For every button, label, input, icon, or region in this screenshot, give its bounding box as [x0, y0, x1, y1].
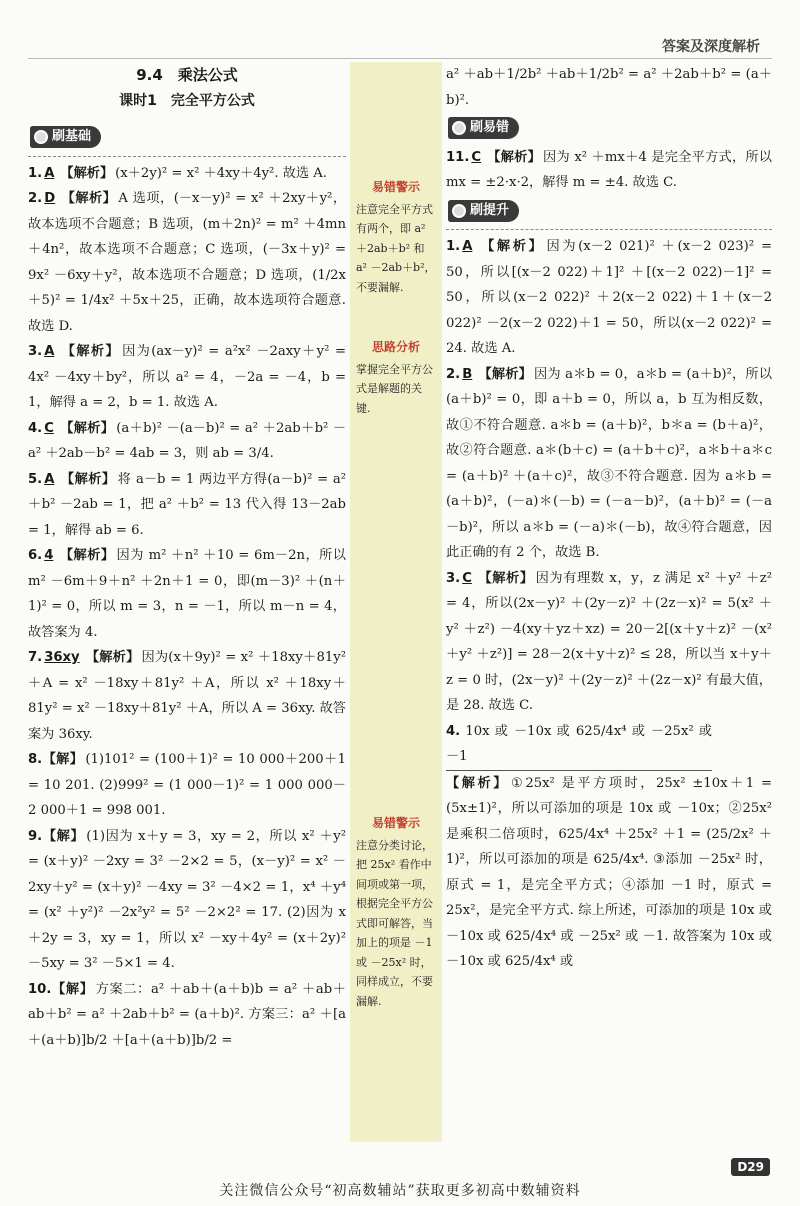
answer-choice: A [44, 344, 55, 359]
badge-basic [30, 126, 101, 148]
answer-number: 4. [28, 420, 43, 436]
answer-tag: 【解析】 [85, 650, 140, 665]
answer-number: 1. [446, 239, 461, 254]
badge-improve-label: 刷提升 [470, 202, 510, 218]
answer-tag: 【解析】 [59, 548, 115, 563]
answer-item [446, 771, 772, 975]
left-column [28, 62, 346, 1152]
badge-basic-label: 刷基础 [52, 129, 92, 144]
answer-number: 7. [28, 650, 43, 665]
answer-choice: D [44, 191, 56, 206]
answer-choice: A [44, 471, 55, 487]
answer-tag: 【解】 [42, 752, 84, 767]
answer-tag: 【解析】 [59, 420, 115, 436]
answer-choice: 36xy [44, 650, 80, 665]
right-column [446, 62, 772, 1152]
answer-item [28, 339, 346, 416]
answer-number: 3. [28, 344, 43, 359]
answer-text: 因为 m² ＋n² ＋10 = 6m－2n，所以 m² －6m＋9＋n² ＋2n＋1 = 0，即(m－3)² ＋(n＋1)² = 0，所以 m = 3，n = －1，所以 m－n = 4，故答案为 4. [28, 548, 346, 640]
answer-tag: 【解析】 [446, 775, 509, 791]
answer-text: 将 a－b = 1 两边平方得(a－b)² = a² ＋b² －2ab = 1，把 a² ＋b² = 13 代入得 13－2ab = 1，解得 ab = 6. [28, 471, 346, 538]
badge-improve [448, 200, 519, 222]
page-number: D29 [731, 1158, 770, 1176]
answer-tag: 【解析】 [61, 191, 117, 206]
divider [446, 229, 772, 230]
brush-icon [452, 121, 466, 135]
answer-text: 因为 a＊b = 0，a＊b = (a＋b)²，所以(a＋b)² = 0，即 a＋b = 0，所以 a，b 互为相反数，故①不符合题意. a＊b = (a＋b)²，b＊a = (b＋a)²，故②符合题意. a＊(b＋c) = (a＋b＋c)²，a＊b＋a＊c = (a＋b)² ＋(a＋c)²，故③不符合题意. 因为 a＊b = (a＋b)²，(－a)＊(－b) = (－a－b)²，(a＋b)² = (－a－b)²，所以 a＊b = (－a)＊(－b)，故④符合题意，因此正确的有 2 个，故选 B. [446, 366, 772, 560]
answer-text: 方案二：a² ＋ab＋(a＋b)b = a² ＋ab＋ab＋b² = a² ＋2ab＋b² = (a＋b)². 方案三：a² ＋[a＋(a＋b)]b/2 ＋[a＋(a＋b)]b/2 = [28, 981, 346, 1048]
answer-item [28, 747, 346, 824]
answer-tag: 【解析】 [478, 239, 545, 254]
answer-choice: A [462, 239, 473, 254]
divider [28, 156, 346, 157]
answer-number: 5. [28, 471, 43, 487]
answer-choice: C [462, 570, 472, 586]
brush-icon [452, 204, 466, 218]
answer-number: 6. [28, 548, 43, 563]
answer-text: 因为 x² ＋mx＋4 是完全平方式，所以 mx = ±2·x·2，解得 m = ±4. 故选 C. [446, 149, 772, 190]
answer-text: 因为(ax－y)² = a²x² －2axy＋y² = 4x² －4xy＋by²，所以 a² = 4，－2a = －4，b = 1，解得 a = 2，b = 1. 故选 A. [28, 344, 346, 410]
answer-tag: 【解析】 [60, 344, 121, 359]
answer-item [28, 161, 346, 187]
answer-item [28, 467, 346, 544]
answer-text: (1)101² = (100＋1)² = 10 000＋200＋1 = 10 201. (2)999² = (1 000－1)² = 1 000 000－2 000＋1 = 998 001. [28, 752, 346, 818]
answer-item [28, 543, 346, 645]
answer-tag: 【解】 [51, 981, 94, 997]
answer-text: 10x 或 －10x 或 625/4x⁴ 或 －25x² 或 －1 [446, 723, 712, 764]
answer-number: 11. [446, 149, 470, 165]
note-mistake-2 [350, 810, 442, 1011]
answer-tag: 【解析】 [478, 366, 532, 382]
header-tab: 答案及深度解析 [662, 39, 760, 55]
answer-number: 9. [28, 828, 43, 844]
answer-number: 10. [28, 981, 52, 997]
note-heading: 思路分析 [371, 340, 420, 354]
answer-item [446, 234, 772, 362]
header-rule [28, 58, 772, 59]
answer-choice: C [44, 420, 54, 436]
answer-item [28, 645, 346, 747]
continuation-text: a² ＋ab＋1/2b² ＋ab＋1/2b² = a² ＋2ab＋b² = (a＋b)². [446, 67, 772, 108]
answer-item [446, 566, 772, 719]
answer-number: 3. [446, 570, 461, 586]
note-mistake-1 [350, 174, 442, 297]
answer-choice: C [471, 149, 482, 165]
note-body: 注意完全平方式有两个，即 a² ＋2ab＋b² 和 a² －2ab＋b²，不要漏解. [356, 202, 436, 294]
badge-mistake [448, 117, 519, 139]
note-body: 掌握完全平方公式是解题的关键. [356, 362, 433, 415]
answer-number: 4. [446, 723, 461, 739]
answer-text: 因为有理数 x，y，z 满足 x² ＋y² ＋z² = 4，所以(2x－y)² ＋(2y－z)² ＋(2z－x)² = 5(x² ＋y² ＋z²) －4(xy＋yz＋xz) = 20－2[(x＋y＋z)² －(x² ＋y² ＋z²)] = 28－2(x＋y＋z)² ≤ 28，所以当 x＋y＋z = 0 时，(2x－y)² ＋(2y－z)² ＋(2z－x)² 有最大值，是 28. 故选 C. [446, 570, 772, 713]
answer-text: (1)因为 x＋y = 3，xy = 2，所以 x² ＋y² = (x＋y)² －2xy = 3² －2×2 = 5，(x－y)² = x² －2xy＋y² = (x＋y)² －4xy = 3² －4×2 = 1，x⁴ ＋y⁴ = (x² ＋y²)² －2x²y² = 5² －2×2² = 17. (2)因为 x＋2y = 3，xy = 1，所以 x² －xy＋4y² = (x＋2y)² －5xy = 3² －5×1 = 4. [28, 828, 346, 971]
answer-choice: A [44, 165, 55, 181]
answer-text: (x＋2y)² = x² ＋4xy＋4y². 故选 A. [115, 165, 327, 181]
lesson-title: 课时1 完全平方公式 [119, 93, 255, 109]
answer-choice: B [462, 366, 473, 382]
answer-choice: 4 [44, 548, 54, 563]
note-heading: 易错警示 [371, 180, 420, 194]
answer-item [28, 186, 346, 339]
answer-text: 因为(x－2 021)² ＋(x－2 023)² = 50，所以[(x－2 022)＋1]² ＋[(x－2 022)－1]² = 50，所以(x－2 022)² ＋2(x－2 022)＋1＋(x－2 022)² －2(x－2 022)＋1 = 50，所以(x－2 022)² = 24. 故选 A. [446, 239, 772, 356]
answer-item [28, 977, 346, 1054]
answer-text: A 选项，(－x－y)² = x² ＋2xy＋y²，故本选项不合题意；B 选项，(m＋2n)² = m² ＋4mn ＋4n²，故本选项不合题意；C 选项，(－3x＋y)² = 9x² －6xy＋y²，故本选项不合题意；D 选项，(1/2x＋5)² = 1/4x² ＋5x＋25，正确，故本选项符合题意. 故选 D. [28, 191, 346, 334]
page-header [0, 0, 800, 58]
answer-item [446, 362, 772, 566]
answer-text: 因为(x＋9y)² = x² ＋18xy＋81y² ＋A = x² －18xy＋81y² ＋A，所以 x² ＋18xy＋81y² = x² －18xy＋81y² ＋A，所以 A = 36xy. 故答案为 36xy. [28, 650, 346, 742]
note-body: 注意分类讨论，把 25x² 看作中间项或第一项，根据完全平方公式即可解答，当加上的项是 －1 或 －25x² 时，同样成立，不要漏解. [356, 838, 433, 1008]
badge-mistake-label: 刷易错 [470, 120, 510, 135]
section-title: 9.4 乘法公式 [136, 66, 238, 84]
answer-text: (a＋b)² －(a－b)² = a² ＋2ab＋b² －a² ＋2ab－b² = 4ab = 3，则 ab = 3/4. [28, 420, 346, 461]
answer-tag: 【解析】 [487, 149, 542, 165]
brush-icon [34, 130, 48, 144]
answer-number: 2. [28, 191, 43, 206]
answer-item [28, 824, 346, 977]
footer-text: 关注微信公众号“初高数辅站”获取更多初高中数辅资料 [219, 1183, 581, 1199]
answer-number: 1. [28, 165, 43, 181]
answer-tag: 【解析】 [477, 570, 534, 586]
answer-item [446, 719, 712, 771]
answer-item [28, 416, 346, 467]
answer-tag: 【解析】 [60, 471, 116, 487]
answer-text: ①25x² 是平方项时，25x² ±10x＋1 = (5x±1)²，所以可添加的项是 10x 或 －10x；②25x² 是乘积二倍项时，625/4x⁴ ＋25x² ＋1 = (25/2x² ＋1)²，所以可添加的项是 625/4x⁴. ③添加 －25x² 时，原式 = 1，是完全平方式；④添加 －1 时，原式 = 25x²，是完全平方式. 综上所述，可添加的项是 10x 或 －10x 或 625/4x⁴ 或 －25x² 或 －1. 故答案为 10x 或 －10x 或 625/4x⁴ 或 [446, 775, 772, 969]
answer-tag: 【解】 [42, 828, 85, 844]
answer-number: 2. [446, 366, 461, 382]
notes-column [350, 62, 442, 1142]
answer-item [446, 145, 772, 196]
answer-number: 8. [28, 752, 43, 767]
answer-tag: 【解析】 [60, 165, 114, 181]
note-thinking [350, 334, 442, 418]
note-heading: 易错警示 [371, 816, 420, 830]
